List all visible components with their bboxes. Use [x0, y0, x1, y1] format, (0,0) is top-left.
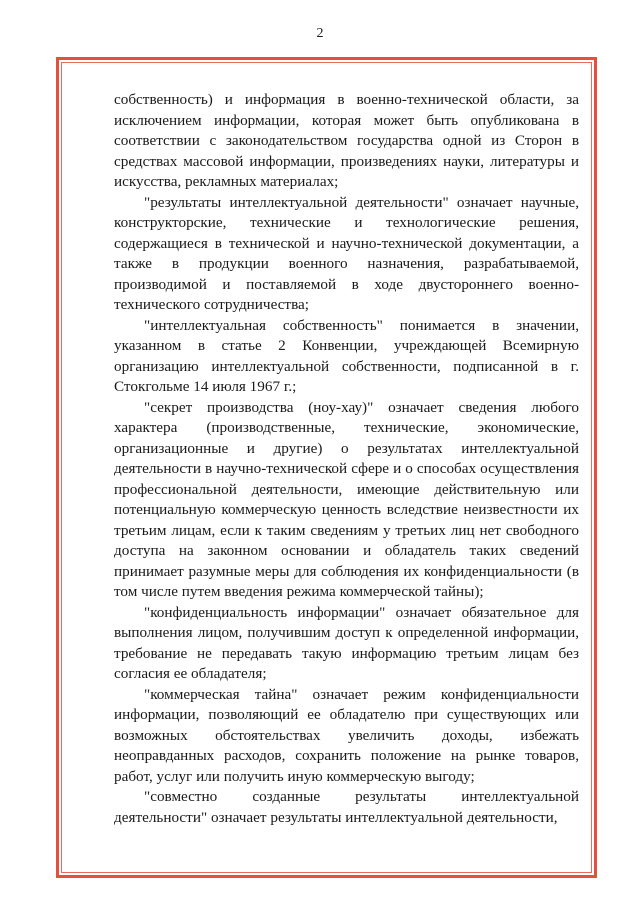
document-body	[114, 90, 579, 828]
paragraph-intellectual-property: "интеллектуальная собственность" понимается в значении, указанном в статье 2 Конвенции, учреждающей Всемирную организацию интеллектуальной собственности, подписанной в г. Стокгольме 14 июля 1967 г.;	[114, 316, 579, 395]
paragraph-know-how: "секрет производства (ноу-хау)" означает сведения любого характера (производственные, технические, экономические, организационные и другие) о результатах интеллектуальной деятельности в научно-технической сфере и о способах осуществления профессиональной деятельности, имеющие действительную или потенциальную коммерческую ценность вследствие неизвестности их третьим лицам, если к таким сведениям у третьих лиц нет свободного доступа на законном основании и обладатель таких сведений принимает разумные меры для соблюдения их конфиденциальности (в том числе путем введения режима коммерческой тайны);	[114, 398, 579, 600]
paragraph-continuation: собственность) и информация в военно-технической области, за исключением информации, которая может быть опубликована в соответствии с законодательством государства одной из Сторон в средствах массовой информации, произведениях науки, литературы и искусства, рекламных материалах;	[114, 91, 579, 190]
paragraph-joint-results: "совместно созданные результаты интеллектуальной деятельности" означает результаты интеллектуальной деятельности,	[114, 788, 579, 826]
paragraph-ip-results: "результаты интеллектуальной деятельности" означает научные, конструкторские, технические и технологические решения, содержащиеся в технической и научно-технической документации, а также в продукции военного назначения, разрабатываемой, производимой и поставляемой в ходе двустороннего военно-технического сотрудничества;	[114, 193, 579, 313]
paragraph-trade-secret: "коммерческая тайна" означает режим конфиденциальности информации, позволяющий ее обладателю при существующих или возможных обстоятельствах увеличить доходы, избежать неоправданных расходов, сохранить положение на рынке товаров, работ, услуг или получить иную коммерческую выгоду;	[114, 685, 579, 785]
page-number: 2	[316, 26, 324, 41]
paragraph-confidentiality: "конфиденциальность информации" означает обязательное для выполнения лицом, получившим доступ к определенной информации, требование не передавать такую информацию третьим лицам без согласия ее обладателя;	[114, 603, 579, 682]
